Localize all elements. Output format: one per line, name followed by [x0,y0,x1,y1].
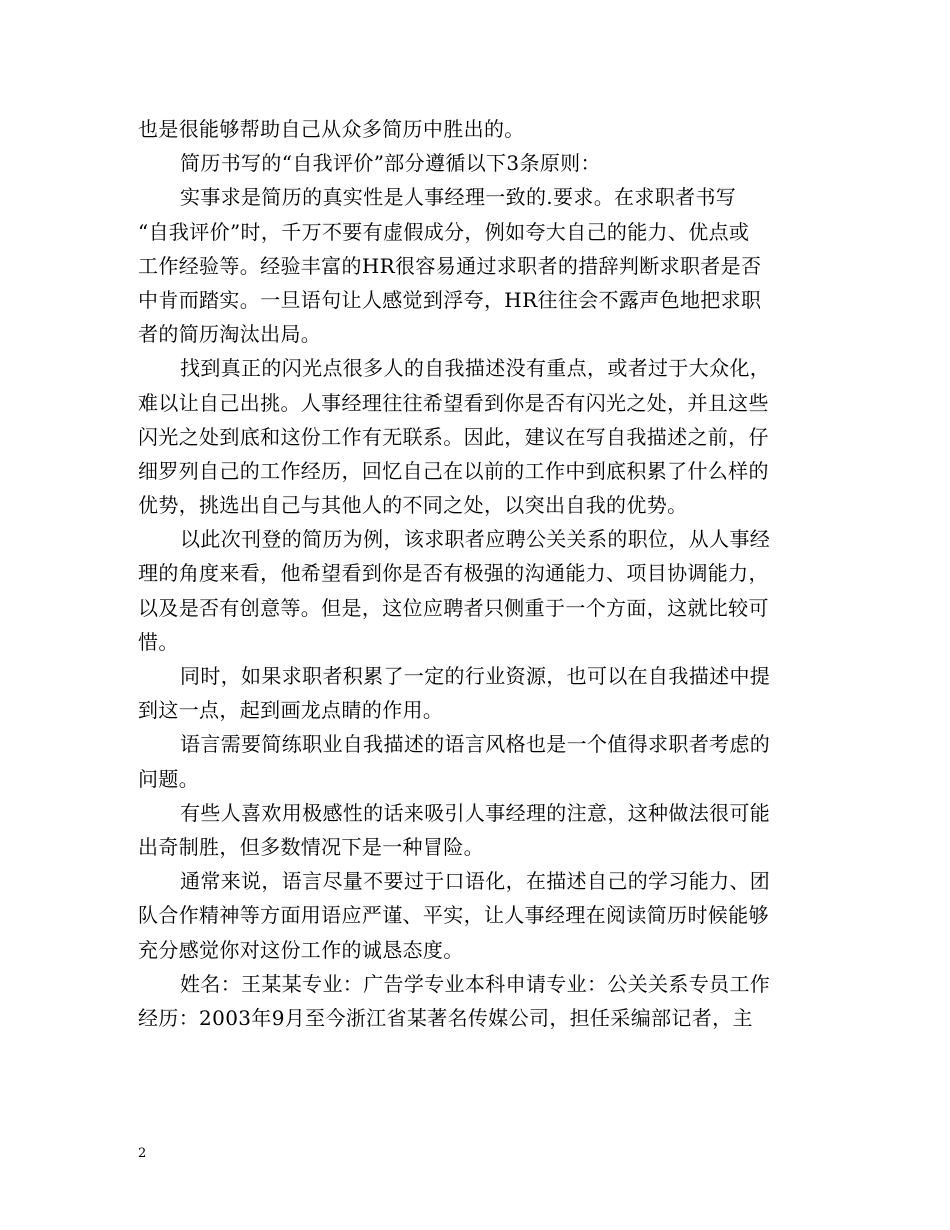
document-body [138,112,814,1035]
text-line: 者的简历淘汰出局。 [138,322,322,347]
text-line: 通常来说，语言尽量不要过于口语化，在描述自己的学习能力、团 [180,869,771,894]
text-line: 找到真正的闪光点很多人的自我描述没有重点，或者过于大众化， [180,356,771,381]
text-line: 以此次刊登的简历为例，该求职者应聘公关关系的职位，从人事经 [180,527,771,552]
text-line: 简历书写的“自我评价”部分遵循以下3条原则： [180,151,601,176]
text-line: 理的角度来看，他希望看到你是否有极强的沟通能力、项目协调能力， [138,561,769,586]
page-number: 2 [138,1146,147,1161]
text-line: 充分感觉你对这份工作的诚恳态度。 [138,937,464,962]
text-line: 闪光之处到底和这份工作有无联系。因此，建议在写自我描述之前，仔 [138,424,769,449]
text-line: 同时，如果求职者积累了一定的行业资源，也可以在自我描述中提 [180,664,771,688]
text-line: 以及是否有创意等。但是，这位应聘者只侧重于一个方面，这就比较可 [138,595,769,620]
text-line: 有些人喜欢用极感性的话来吸引人事经理的注意，这种做法很可能 [180,800,771,825]
text-line: “自我评价”时，千万不要有虚假成分，例如夸大自己的能力、优点或 [138,219,750,244]
text-line: 难以让自己出挑。人事经理往往希望看到你是否有闪光之处，并且这些 [138,390,769,415]
text-line: 姓名：王某某专业：广告学专业本科申请专业：公关关系专员工作 [180,971,771,996]
text-line: 惜。 [138,629,179,654]
text-line: 队合作精神等方面用语应严谨、平实，让人事经理在阅读简历时候能够 [138,903,769,928]
text-line: 出奇制胜，但多数情况下是一种冒险。 [138,834,484,859]
text-line: 到这一点，起到画龙点睛的作用。 [138,698,444,723]
text-line: 工作经验等。经验丰富的HR很容易通过求职者的措辞判断求职者是否 [138,253,762,278]
text-line: 实事求是简历的真实性是人事经理一致的.要求。在求职者书写 [180,185,737,210]
text-line: 问题。 [138,766,200,791]
text-line: 优势，挑选出自己与其他人的不同之处，以突出自我的优势。 [138,493,688,518]
text-line: 中肯而踏实。一旦语句让人感觉到浮夸，HR往往会不露声色地把求职 [138,287,762,312]
text-line: 语言需要简练职业自我描述的语言风格也是一个值得求职者考虑的 [180,732,771,757]
text-line: 也是很能够帮助自己从众多简历中胜出的。 [138,117,525,141]
text-line: 经历：2003年9月至今浙江省某著名传媒公司，担任采编部记者，主 [138,1005,753,1030]
text-line: 细罗列自己的工作经历，回忆自己在以前的工作中到底积累了什么样的 [138,458,769,483]
